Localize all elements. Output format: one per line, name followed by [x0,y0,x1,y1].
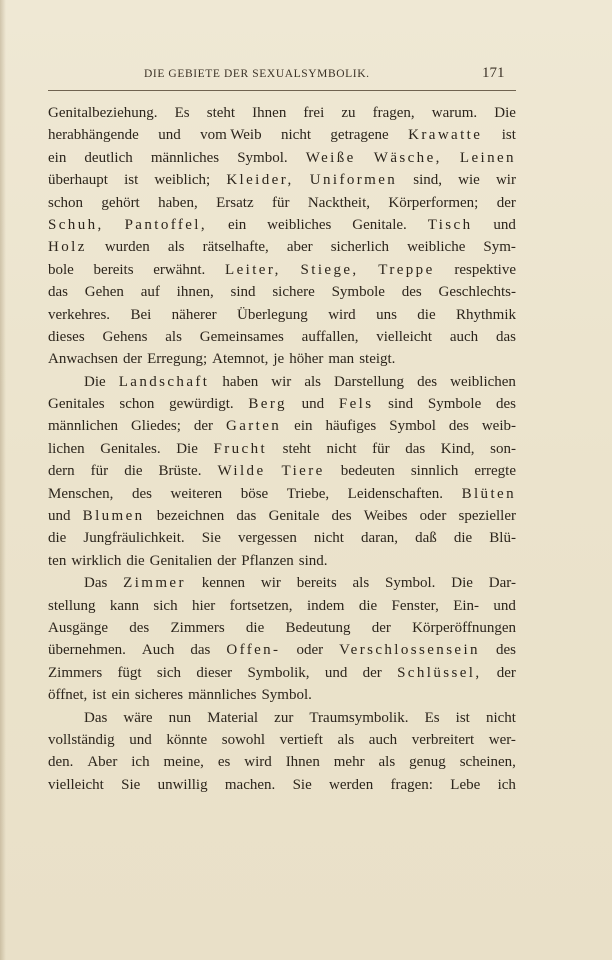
word: Leiter, [225,261,281,278]
word: Weibes [363,508,408,525]
text-line [48,259,516,281]
word: Die [84,373,106,390]
word: Weiße [305,149,356,166]
word: männliches [188,687,257,704]
word: des [131,485,152,502]
word: bole [48,261,74,278]
word: das [48,284,68,301]
word: die [48,530,67,547]
word: Material [207,709,259,726]
word: Die [494,105,516,121]
word: Erregung; [147,351,208,368]
word: oder [296,642,324,659]
word: Kleider, [226,172,294,189]
text-line [48,639,516,661]
word: sind [230,284,256,301]
body-text [48,102,516,796]
word: nicht [485,709,516,726]
word: sichere [272,284,315,301]
word: dieses [48,328,85,345]
word: wie [458,172,480,189]
word: Menschen, [48,485,114,502]
word: erwähnt. [153,261,206,278]
word: Kind, [440,440,475,457]
word: Ersatz [216,194,254,211]
word: son- [490,440,516,457]
word: weib- [481,418,516,435]
word: Auch [141,642,175,659]
word: uns [376,306,397,323]
word: nun [168,709,192,726]
text-line [48,774,516,796]
word: sind, [413,172,443,189]
word: vielleicht [376,328,433,345]
word: überhaupt [48,172,108,189]
word: der [362,664,382,681]
word: sicheres [134,687,184,704]
word: nicht [313,530,344,547]
word: man [328,351,355,368]
text-line [48,729,516,751]
word: könnte [166,731,208,748]
word: weibliches [267,216,332,233]
word: und [158,127,181,144]
word: Genitale [268,508,320,525]
word: Bei [130,306,152,323]
word: herabhängende [48,127,139,144]
word: hier [191,597,216,614]
word: Die [451,575,473,592]
word: Genitales. [100,440,161,457]
word: ist [455,709,470,726]
word: auf [140,284,160,301]
text-line [48,371,516,393]
word: spezieller [458,508,516,525]
word: Sie [292,776,312,793]
word: Fels [338,396,374,413]
word: sicherlich [330,239,390,256]
text-line [48,326,516,348]
word: frei [303,105,325,121]
word: Offen- [226,642,281,659]
word: Symbolik, [247,664,310,681]
word: Leinen [459,149,516,166]
word: ich [131,754,150,771]
word: Es [424,709,440,726]
word: die [358,597,378,614]
word: Sym- [483,239,516,256]
word: weiblichen [450,373,516,390]
word: scheinen, [459,754,516,771]
word: meine, [163,754,204,771]
word: Jungfräulichkeit. [83,530,185,547]
word: wurden [104,239,150,256]
word: Pflanzen [241,552,294,569]
word: der [371,619,391,636]
text-line [48,527,516,549]
word: bezeichnen [156,508,225,525]
text-line [48,751,516,773]
text-line [48,147,516,169]
word: Überlegung [237,306,308,323]
word: warum. [431,105,478,121]
word: auffallen, [301,328,359,345]
word: bereits [93,261,134,278]
word: öffnet, [48,687,88,704]
word: bereits [296,575,337,592]
word: des [129,619,150,636]
word: Zimmers [170,619,225,636]
word: ein [227,216,247,233]
word: Gehen [84,284,124,301]
word: und [324,664,348,681]
word: fügt [117,664,142,681]
word: Das [84,709,108,726]
word: verbreitert [411,731,475,748]
word: fortsetzen, [229,597,293,614]
word: sowohl [221,731,266,748]
word: wer- [488,731,516,748]
word: für [372,440,390,457]
word: weibliche [407,239,466,256]
word: des [331,508,352,525]
word: der [193,418,214,435]
word: Ausgänge [48,619,108,636]
word: daran, [361,530,399,547]
text-line [48,304,516,326]
word: für [90,463,109,480]
text-line [48,169,516,191]
word: genug [409,754,446,771]
word: der [496,664,516,681]
word: steigt. [359,351,396,368]
word: getragene [330,127,389,144]
word: Verschlossensein [339,642,480,659]
word: Bedeutung [285,619,351,636]
word: als [378,754,396,771]
word: Landschaft [118,373,210,390]
word: Berg [248,396,287,413]
word: Lebe [450,776,481,793]
word: höher [289,351,324,368]
word: die [245,619,265,636]
word: vielleicht [48,776,104,793]
running-head-title: DIE GEBIETE DER SEXUALSYMBOLIK. [144,68,370,80]
word: Frucht [213,440,268,457]
word: die [417,306,436,323]
word: ich [497,776,516,793]
word: ein [48,149,67,166]
text-line [48,483,516,505]
word: wirklich [71,552,122,569]
word: Zimmers [48,664,103,681]
word: Gemeinsames [199,328,284,345]
word: des [448,418,469,435]
word: Ihnen [285,754,320,771]
word: respektive [454,261,516,278]
word: die [453,530,473,547]
word: Traumsymbolik. [309,709,409,726]
word: die [126,552,145,569]
word: kann [109,597,140,614]
word: werden [329,776,374,793]
word: wäre [123,709,153,726]
word: Sie [201,530,221,547]
word: weiblich; [154,172,211,189]
word: wird [244,754,272,771]
word: als [304,373,321,390]
word: Die [176,440,198,457]
word: Genitalbeziehung. [48,105,158,121]
word: mehr [333,754,365,771]
text-line [48,572,516,594]
word: die [124,463,143,480]
text-line [48,438,516,460]
word: Garten [226,418,282,435]
word: kennen [201,575,246,592]
running-head [48,65,516,88]
word: schon [48,194,83,211]
word: Stiege, [300,261,359,278]
word: lichen [48,440,85,457]
word: nicht [281,127,311,144]
header-rule [48,90,516,91]
word: Schuh, [48,216,104,233]
word: zur [274,709,294,726]
word: unwillig [157,776,208,793]
word: Wäsche, [373,149,442,166]
word: Symbol. [385,575,436,592]
text-line [48,348,516,370]
word: Körperformen; [388,194,479,211]
word: wir [271,373,292,390]
word: Rhythmik [455,306,516,323]
word: näherer [171,306,217,323]
word: Zimmer [123,575,186,592]
word: verkehres. [48,306,111,323]
word: das [495,328,516,345]
word: des [495,642,516,659]
word: vom Weib [200,127,262,144]
word: für [272,194,290,211]
word: der [122,351,143,368]
word: und [129,731,152,748]
word: der [217,552,237,569]
word: Wilde [217,463,266,480]
word: des [401,284,422,301]
word: und [301,396,325,413]
word: und [493,597,516,614]
word: Nacktheit, [307,194,370,211]
text-line [48,505,516,527]
word: Blü- [489,530,516,547]
word: schon [119,396,155,413]
word: Krawatte [408,127,483,144]
word: Holz [48,239,87,256]
text-line [48,393,516,415]
word: des [495,396,516,413]
text-line [48,684,516,706]
word: aber [286,239,313,256]
word: ten [48,552,67,569]
word: männlichen [48,418,118,435]
word: und [493,216,516,233]
word: Triebe, [286,485,330,502]
word: das [190,642,211,659]
word: Treppe [378,261,435,278]
word: zu [341,105,356,121]
word: Uniformen [309,172,398,189]
word: Es [174,105,190,121]
word: Tisch [427,216,473,233]
text-line [48,102,516,124]
word: stellung [48,597,96,614]
word: als [352,575,370,592]
word: als [337,731,355,748]
word: das [405,440,426,457]
word: Brüste. [158,463,202,480]
word: erregte [474,463,516,480]
word: sind. [298,552,328,569]
word: haben, [158,194,198,211]
word: Symbole [331,284,385,301]
text-line [48,192,516,214]
word: sind [388,396,414,413]
word: machen. [224,776,276,793]
word: vertieft [279,731,323,748]
word: gehört [101,194,140,211]
word: der [496,194,516,211]
word: ein [111,687,130,704]
word: Leidenschaften. [347,485,444,502]
word: Fenster, [391,597,439,614]
text-line [48,281,516,303]
word: Symbol [389,418,436,435]
word: wird [328,306,356,323]
word: haben [222,373,259,390]
word: Symbol. [237,149,288,166]
word: je [273,351,285,368]
word: sinnlich [410,463,459,480]
word: steht [282,440,311,457]
word: fragen, [372,105,415,121]
text-line [48,415,516,437]
word: ist [124,172,139,189]
word: wir [260,575,281,592]
text-line [48,460,516,482]
word: Darstellung [334,373,405,390]
word: ihnen, [176,284,214,301]
word: ist [501,127,516,144]
word: Blüten [461,485,516,502]
word: indem [306,597,345,614]
text-line [48,236,516,258]
word: oder [419,508,447,525]
word: wir [495,172,516,189]
word: auch [368,731,398,748]
text-line [48,662,516,684]
page-number: 171 [482,65,505,81]
text-line [48,707,516,729]
word: Genitalien [149,552,213,569]
word: Gehens [102,328,148,345]
word: vollständig [48,731,115,748]
word: Ein- [453,597,480,614]
word: rätselhafte, [202,239,269,256]
word: Pantoffel, [124,216,208,233]
text-line [48,550,516,572]
word: dern [48,463,75,480]
word: das [236,508,257,525]
word: ein [294,418,313,435]
word: fragen: [390,776,433,793]
text-line [48,214,516,236]
text-line [48,595,516,617]
word: deutlich [84,149,133,166]
word: häufiges [325,418,377,435]
word: nicht [326,440,357,457]
word: übernehmen. [48,642,126,659]
word: Dar- [488,575,516,592]
text-line [48,617,516,639]
word: Blumen [82,508,145,525]
word: Symbol. [261,687,312,704]
word: Ihnen [252,105,287,121]
word: sich [156,664,182,681]
word: steht [206,105,236,121]
word: auch [449,328,479,345]
word: Sie [121,776,141,793]
word: Geschlechts- [438,284,516,301]
word: bedeuten [340,463,395,480]
word: Anwachsen [48,351,118,368]
word: Gliedes; [130,418,181,435]
word: Das [84,575,108,592]
word: Symbole [427,396,482,413]
word: ist [92,687,107,704]
word: männliches [150,149,220,166]
word: Atemnot, [212,351,269,368]
word: Körperöffnungen [412,619,516,636]
word: sich [153,597,178,614]
word: böse [240,485,269,502]
word: Schlüssel, [397,664,482,681]
word: den. [48,754,74,771]
word: es [217,754,231,771]
word: Aber [87,754,118,771]
word: Genitale. [352,216,407,233]
word: und [48,508,71,525]
word: Genitales [48,396,105,413]
word: weiteren [170,485,223,502]
text-line [48,124,516,146]
word: des [417,373,438,390]
word: als [167,239,185,256]
word: Tiere [281,463,325,480]
word: dieser [196,664,233,681]
word: gewürdigt. [169,396,234,413]
word: daß [415,530,437,547]
word: vergessen [237,530,297,547]
word: als [165,328,182,345]
